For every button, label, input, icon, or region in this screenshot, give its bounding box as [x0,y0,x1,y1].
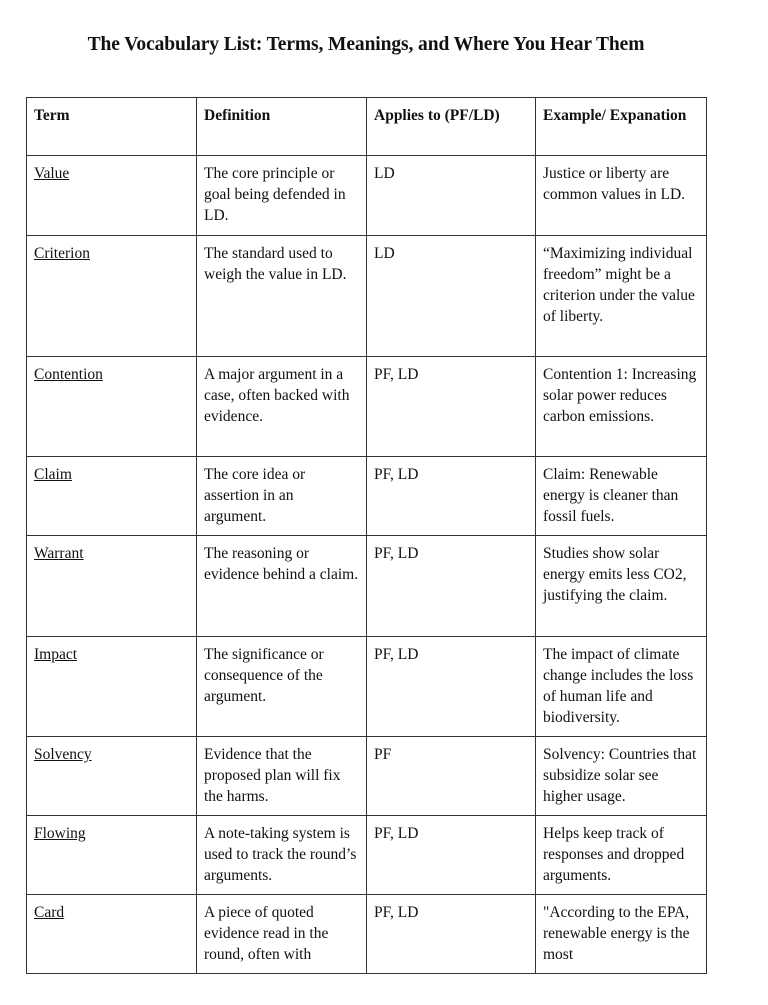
definition-cell: The core principle or goal being defended in LD. [197,156,367,236]
example-cell: The impact of climate change includes the loss of human life and biodiversity. [536,637,707,737]
example-cell: Contention 1: Increasing solar power reduces carbon emissions. [536,357,707,457]
definition-cell: A note-taking system is used to track the round’s arguments. [197,816,367,895]
example-cell: Helps keep track of responses and dropped arguments. [536,816,707,895]
applies-cell: PF, LD [367,457,536,536]
definition-cell [197,895,367,974]
term-cell [27,895,197,974]
definition-cell: Evidence that the proposed plan will fix the harms. [197,737,367,816]
term-cell [27,357,197,457]
definition-cell: The standard used to weigh the value in LD. [197,236,367,357]
example-cell: Justice or liberty are common values in LD. [536,156,707,236]
term-link[interactable]: Solvency [34,746,92,763]
example-cell [536,895,707,974]
example-cell: “Maximizing individual freedom” might be a criterion under the value of liberty. [536,236,707,357]
vocabulary-table [26,97,707,974]
term-cell [27,816,197,895]
header-applies-to: Applies to (PF/LD) [367,98,536,156]
definition-text: A piece of quoted evidence read in the round, often with [204,904,329,963]
definition-cell: The reasoning or evidence behind a claim. [197,536,367,637]
term-cell [27,737,197,816]
applies-cell: PF, LD [367,816,536,895]
term-link[interactable]: Criterion [34,245,90,262]
term-link[interactable]: Contention [34,366,103,383]
term-link[interactable]: Warrant [34,545,84,562]
term-link[interactable]: Card [34,904,65,921]
table-row [27,156,707,236]
table-row [27,357,707,457]
table-row [27,236,707,357]
term-cell [27,637,197,737]
page-title: The Vocabulary List: Terms, Meanings, and Where You Hear Them [87,34,645,55]
example-cell: Studies show solar energy emits less CO2, justifying the claim. [536,536,707,637]
term-cell [27,236,197,357]
term-link[interactable]: Claim [34,466,72,483]
term-link[interactable]: Impact [34,646,78,663]
applies-cell: PF, LD [367,357,536,457]
header-example: Example/ Expanation [536,98,707,156]
applies-cell: PF, LD [367,637,536,737]
table-row [27,737,707,816]
example-cell: Claim: Renewable energy is cleaner than fossil fuels. [536,457,707,536]
term-cell [27,457,197,536]
example-text: "According to the EPA, renewable energy is the most [543,904,690,963]
table-row [27,457,707,536]
table-row [27,895,707,974]
table-header-row [27,98,707,156]
applies-cell: LD [367,156,536,236]
applies-cell: PF, LD [367,536,536,637]
definition-cell: The significance or consequence of the argument. [197,637,367,737]
table-row [27,637,707,737]
term-link[interactable]: Flowing [34,825,86,842]
header-definition: Definition [197,98,367,156]
applies-cell: LD [367,236,536,357]
header-term: Term [27,98,197,156]
table-row [27,536,707,637]
definition-cell: The core idea or assertion in an argument. [197,457,367,536]
example-cell: Solvency: Countries that subsidize solar see higher usage. [536,737,707,816]
definition-cell: A major argument in a case, often backed with evidence. [197,357,367,457]
applies-cell: PF [367,737,536,816]
table-row [27,816,707,895]
term-link[interactable]: Value [34,165,70,182]
term-cell [27,156,197,236]
term-cell [27,536,197,637]
applies-cell: PF, LD [367,895,536,974]
